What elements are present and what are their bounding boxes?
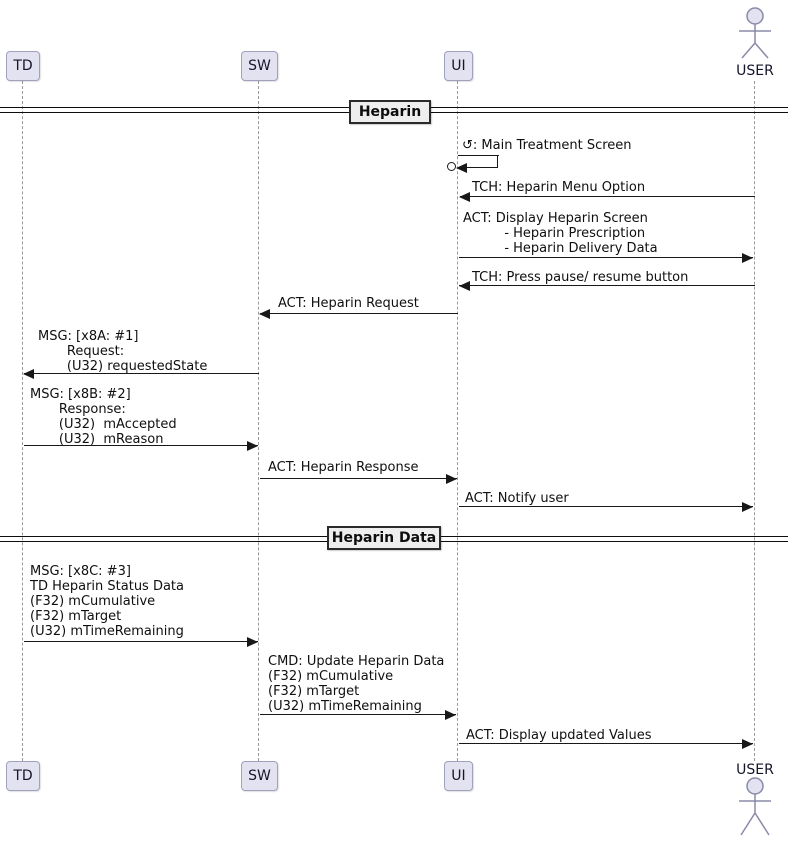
arrowhead-left-icon [23, 369, 34, 379]
participant-sw-top [241, 51, 278, 81]
participant-ui-top [444, 51, 473, 81]
participant-sw-label: SW [248, 58, 271, 74]
participant-td-bottom [6, 761, 40, 791]
message-text-line: MSG: [x8B: #2] [30, 387, 131, 402]
message-text-line: (F32) mCumulative [30, 594, 156, 609]
arrowhead-left-icon [259, 309, 270, 319]
message-arrow [463, 167, 498, 168]
message-text-line: TCH: Heparin Menu Option [472, 180, 646, 195]
message-text [462, 138, 632, 153]
message-text-line: (F32) mCumulative [268, 669, 394, 684]
message-text-line: CMD: Update Heparin Data [268, 654, 445, 669]
message-arrow [260, 313, 458, 314]
message-text-line: TD Heparin Status Data [30, 579, 185, 594]
message-arrow [458, 155, 499, 156]
message-text-line: - Heparin Prescription [463, 226, 646, 241]
actor-label-user-top: USER [736, 63, 774, 79]
message-arrow [459, 285, 755, 286]
arrowhead-left-icon [459, 281, 470, 291]
divider-heparin-data [327, 526, 441, 550]
arrowhead-right-icon [247, 441, 258, 451]
message-text-line: MSG: [x8A: #1] [38, 329, 139, 344]
message-text-line: ACT: Notify user [465, 491, 569, 506]
message-arrow [459, 257, 753, 258]
message-text-line: MSG: [x8C: #3] [30, 564, 131, 579]
arrowhead-right-icon [445, 710, 456, 720]
lifeline-sw [258, 81, 259, 761]
message-text-line: ACT: Heparin Response [268, 460, 419, 475]
lifeline-ui [457, 81, 458, 761]
message-text-line: ACT: Display Heparin Screen [463, 211, 648, 226]
participant-ui-label: UI [451, 58, 466, 74]
message-text-line: ACT: Display updated Values [466, 728, 652, 743]
message-text [268, 460, 419, 475]
message-text-line: Request: [38, 344, 125, 359]
participant-td-top [6, 51, 40, 81]
arrowhead-right-icon [742, 739, 753, 749]
message-text-line: (F32) mTarget [268, 684, 360, 699]
participant-ui-label: UI [451, 768, 466, 784]
message-text-line: ACT: Heparin Request [278, 296, 419, 311]
message-text [30, 564, 184, 639]
message-text-line: (F32) mTarget [30, 609, 122, 624]
message-text [268, 654, 444, 714]
message-arrow [260, 478, 457, 479]
message-text [278, 296, 419, 311]
message-text-line: ↺: Main Treatment Screen [462, 138, 632, 153]
participant-ui-bottom [444, 761, 473, 791]
message-text-line: - Heparin Delivery Data [463, 241, 658, 256]
actor-label-user-bottom: USER [736, 762, 774, 778]
message-text [472, 270, 688, 285]
message-arrow [24, 641, 258, 642]
message-text [472, 180, 645, 195]
message-text-line: (U32) mTimeRemaining [268, 699, 422, 714]
message-text [466, 728, 651, 743]
message-text-line: (U32) mAccepted [30, 417, 177, 432]
arrowhead-right-icon [742, 253, 753, 263]
message-text [465, 491, 569, 506]
message-text-line: Response: [30, 402, 126, 417]
message-arrow [460, 196, 755, 197]
message-arrow [459, 506, 753, 507]
message-text [30, 387, 177, 447]
participant-td-label: TD [13, 58, 33, 74]
arrowhead-right-icon [446, 474, 457, 484]
arrowhead-right-icon [742, 502, 753, 512]
arrowhead-left-icon [456, 163, 467, 173]
message-text-line: TCH: Press pause/ resume button [472, 270, 689, 285]
participant-sw-label: SW [248, 768, 271, 784]
divider-heparin [349, 100, 431, 124]
message-text-line: (U32) mTimeRemaining [30, 624, 184, 639]
message-text-line: (U32) mReason [30, 432, 164, 447]
participant-td-label: TD [13, 768, 33, 784]
lifeline-user [754, 81, 755, 761]
message-text-line: (U32) requestedState [38, 359, 208, 374]
user-actor-icon-bottom [735, 777, 775, 841]
divider-heparin-label: Heparin [358, 104, 422, 120]
message-text [38, 329, 207, 374]
arrowhead-right-icon [247, 637, 258, 647]
user-actor-icon-top [735, 3, 775, 61]
lifeline-td [22, 81, 23, 761]
message-arrow [260, 714, 456, 715]
circle-endpoint-icon [447, 162, 456, 171]
message-text [463, 211, 658, 256]
participant-sw-bottom [241, 761, 278, 791]
message-arrow [24, 445, 258, 446]
message-arrow [459, 743, 753, 744]
divider-heparin-data-label: Heparin Data [331, 530, 437, 546]
arrowhead-left-icon [459, 192, 470, 202]
message-arrow [24, 373, 259, 374]
